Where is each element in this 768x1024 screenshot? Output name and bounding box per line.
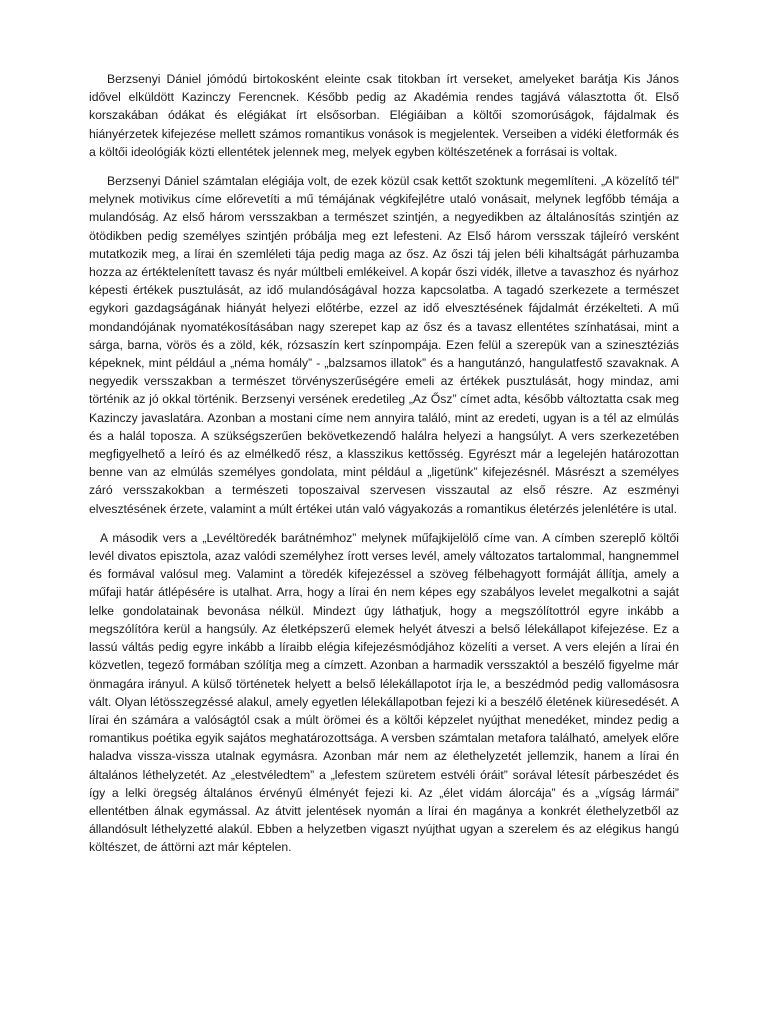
paragraph-intro: Berzsenyi Dániel jómódú birtokosként eleinte csak titokban írt verseket, amelyeket barátja Kis János idővel elküldött Kazinczy Ferencnek. Később pedig az Akadémia rendes tagjává választotta őt. Első korszakában ódákat és elégiákat írt elsősorban. Elégiáiban a költői szomorúságok, fájdalmak és hiányérzetek kifejezése mellett számos romantikus vonások is megjelentek. Verseiben a vidéki életformák és a költői ideológiák közti ellentétek jelennek meg, melyek egyben költészetének a forrásai is voltak. [89,72,679,159]
paragraph-kozelito-tel: Berzsenyi Dániel számtalan elégiája volt, de ezek közül csak kettőt szoktunk megemlíteni. „A közelítő tél” melynek motivikus címe előrevetíti a mű témájának végkifejlétre utaló vonásait, melynek legfőbb témája a mulandóság. Az első három versszakban a természet szintjén, a negyedikben az általánosítás szintjén az ötödikben pedig személyes szintjén próbálja meg ezt lefesteni. Az Első három versszak tájleíró versként mutatkozik meg, a lírai én szemléleti tája pedig maga az ősz. Az őszi táj jelen béli kihaltságát párhuzamba hozza az értéktelenített tavasz és nyár múltbeli emlékeivel. A kopár őszi vidék, illetve a tavaszhoz és nyárhoz képesti értékek pusztulását, az idő mulandóságával hozza kapcsolatba. A tagadó szerkezete a természet egykori gazdagságának hiányát helyezi előtérbe, ezzel az idő elvesztésének fájdalmát érzékelteti. A mű mondandójának nyomatékosításában nagy szerepet kap az ősz és a tavasz ellentétes színhatásai, mint a sárga, barna, vörös és a zöld, kék, rózsaszín kert színpompája. Ezen felül a szerepük van a szinesztéziás képeknek, mint például a „néma homály” - „balzsamos illatok” és a hangutánzó, hangulatfestő szavaknak. A negyedik versszakban a természet törvényszerűségére emeli az értékek pusztulását, hogy mindaz, ami történik az jó okkal történik. Berzsenyi versének eredetileg „Az Ősz” címet adta, később változtatta csak meg Kazinczy javaslatára. Azonban a mostani címe nem annyira találó, mint az eredeti, ugyan is a tél az elmúlás és a halál toposza. A szükségszerűen bekövetkezendő halálra helyezi a hangsúlyt. A vers szerkezetében megfigyelhető a leíró és az elmélkedő rész, a klasszikus kettősség. Egyrészt már a legelején határozottan benne van az elmúlás személyes gondolata, mint például a „ligetünk” kifejezésnél. Másrészt a személyes záró versszakokban a természeti toposzaival szervesen visszautal az első részre. Az eszményi elvesztésének érzete, valamint a múlt értékei után való vágyakozás a romantikus életérzés jelenlétére is utal. [89,174,679,516]
document-page [89,70,679,857]
paragraph-levéltoredek: A második vers a „Levéltöredék barátnémhoz” melynek műfajkijelölő címe van. A címben szereplő költői levél divatos episztola, azaz valódi személyhez írott verses levél, amely változatos tartalommal, hangnemmel és formával valósul meg. Valamint a töredék kifejezéssel a szöveg félbehagyott formáját állítja, amely a műfaji határ átlépésére is utalhat. Arra, hogy a lírai én nem képes egy szabályos levelet megalkotni a saját lelke gondolatainak bevonása nélkül. Mindezt úgy láthatjuk, hogy a megszólítottról egyre inkább a megszólítóra kerül a hangsúly. Az életképszerű elemek helyét átveszi a belső lélekállapot kifejezése. Ez a lassú váltás pedig egyre inkább a líraibb elégia kifejezésmódjához közelíti a verset. A vers elején a lírai én közvetlen, tegező formában szólítja meg a címzett. Azonban a harmadik versszaktól a beszélő figyelme már önmagára irányul. A külső történetek helyett a belső lélekállapotot írja le, a beszédmód pedig vallomásosra vált. Olyan létösszegzéssé alakul, amely egyetlen lélekállapotban fejezi ki a beszélő életének kiüresedését. A lírai én számára a valóságtól csak a múlt örömei és a költői képzelet nyújthat menedéket, mindez pedig a romantikus poétika egyik sajátos meghatározottsága. A versben számtalan metafora található, amelyek előre haladva vissza-vissza utalnak egymásra. Azonban már nem az élethelyzetét jellemzik, hanem a lírai én általános léthelyzetét. Az „elestvéledtem” a „lefestem szüretem estvéli óráit” sorával létesít párbeszédet és így a lelki öregség általános érvényű élményét fejezi ki. Az „élet vidám álorcája” és a „vígság lármái” ellentétben álnak egymással. Az átvitt jelentések nyomán a lírai én magánya a konkrét élethelyzetből az állandósult léthelyzetté alakúl. Ebben a helyzetben vigaszt nyújthat ugyan a szerelem és az elégikus hangú költészet, de áttörni azt már képtelen. [89,530,679,855]
